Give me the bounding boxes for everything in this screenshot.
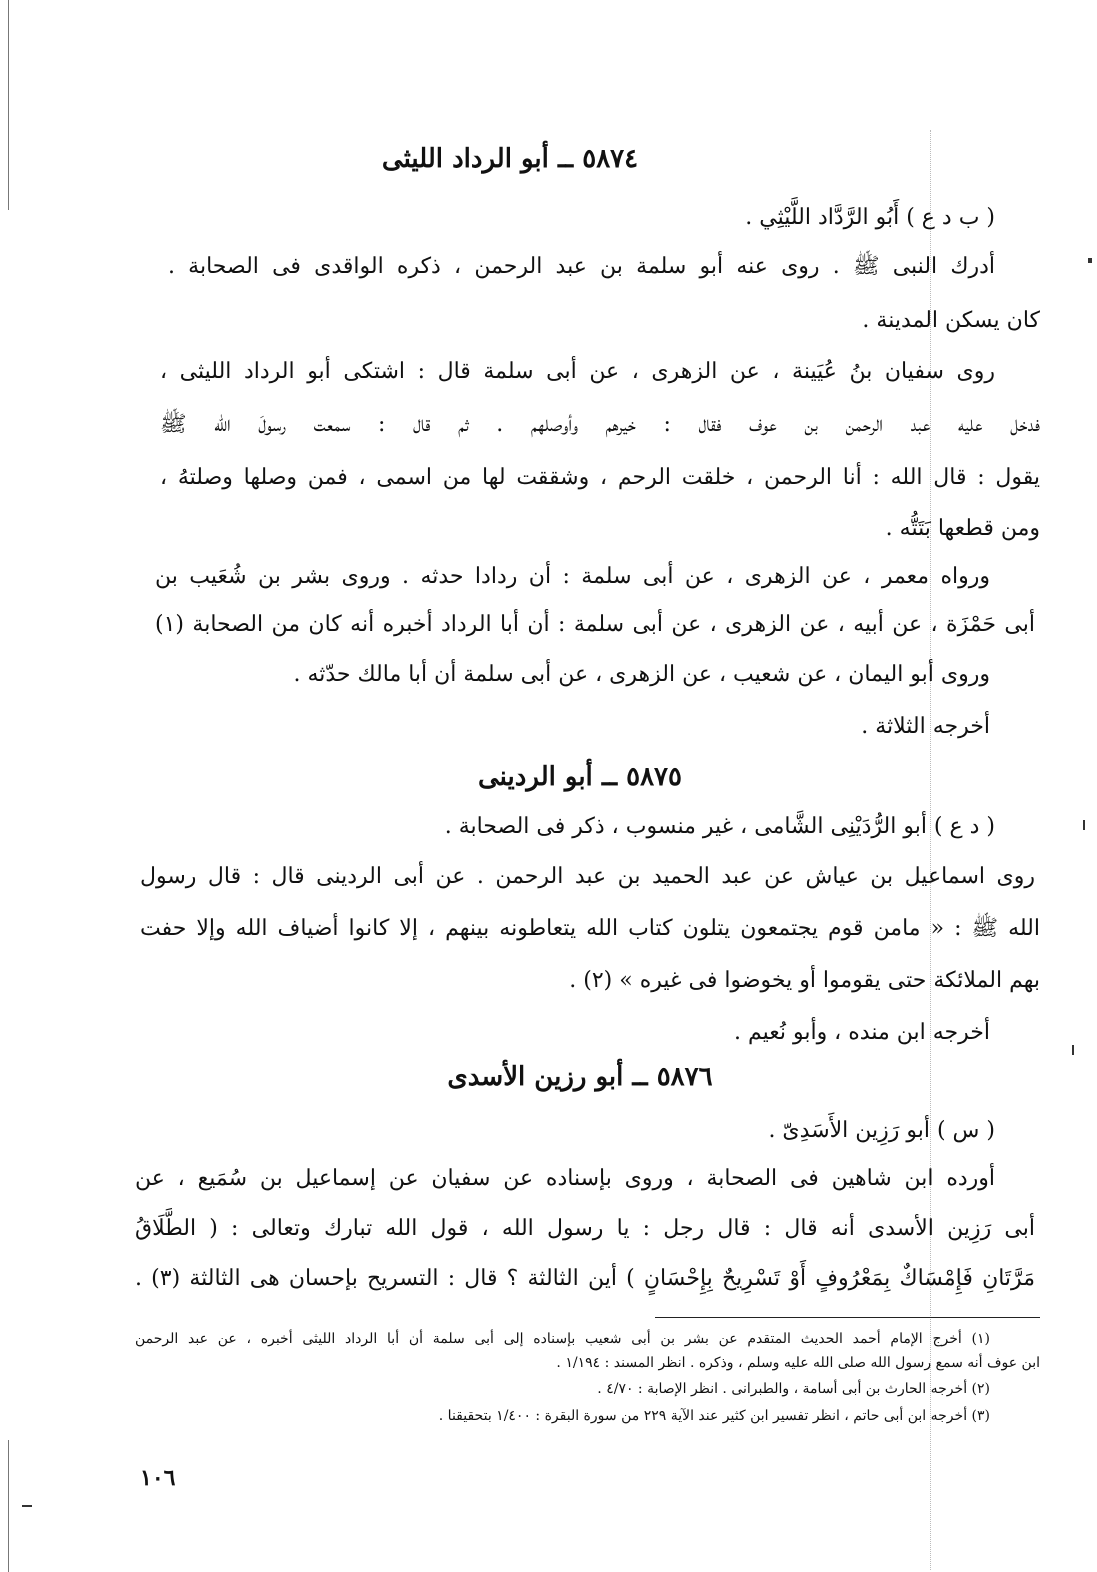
- text-line: ومن قطعها بَتَتُّه .: [885, 516, 1040, 541]
- footnote-line: ابن عوف أنه سمع رسول الله صلى الله عليه وسلم ، وذكره . انظر المسند : ١/١٩٤ .: [556, 1355, 1040, 1371]
- text-line: أبى رَزِين الأسدى أنه قال : قال رجل : يا رسول الله ، قول الله تبارك وتعالى : ( الطَّلَاقُ: [135, 1216, 1035, 1241]
- footnote-line: (٢) أخرجه الحارث بن أبى أسامة ، والطبرانى . انظر الإصابة : ٤/٧٠ .: [597, 1381, 990, 1397]
- entry-name-line: ( س ) أبو رَزِين الأَسَدِىّ .: [768, 1118, 995, 1143]
- footnote-line: (١) أخرج الإمام أحمد الحديث المتقدم عن بشر بن أبى شعيب بإسناده إلى أبى سلمة أن أبا الرداد الليثى أخبره ، عن عبد الرحمن: [135, 1331, 990, 1347]
- entry-heading: ٥٨٧٤ ــ أبو الرداد الليثى: [381, 144, 639, 174]
- text-line: أورده ابن شاهين فى الصحابة ، وروى بإسناده عن سفيان عن إسماعيل بن سُمَيع ، عن: [135, 1166, 995, 1191]
- scan-speck: [22, 1505, 32, 1507]
- page-number: ١٠٦: [140, 1465, 176, 1491]
- text-line: روى سفيان بنُ عُيَينة ، عن الزهرى ، عن أبى سلمة قال : اشتكى أبو الرداد الليثى ،: [160, 359, 995, 384]
- text-line: كان يسكن المدينة .: [862, 308, 1040, 333]
- footnote-line: (٣) أخرجه ابن أبى حاتم ، انظر تفسير ابن كثير عند الآية ٢٢٩ من سورة البقرة : ١/٤٠٠ بتحقيقنا .: [438, 1408, 990, 1424]
- text-line: بهم الملائكة حتى يقوموا أو يخوضوا فى غيره » (٢) .: [569, 968, 1040, 993]
- text-line: فدخل عليه عبد الرحمن بن عوف فقال : خيرهم وأوصلهم . ثم قال : سمعت رسولَ الله ﷺ: [160, 412, 1040, 437]
- scan-margin-line-bottom-left: [8, 1440, 9, 1572]
- text-line: يقول : قال الله : أنا الرحمن ، خلقت الرحم ، وشققت لها من اسمى ، فمن وصلها وصلتهُ ،: [160, 465, 1040, 490]
- text-line: روى اسماعيل بن عياش عن عبد الحميد بن عبد الرحمن . عن أبى الردينى قال : قال رسول: [140, 864, 1035, 889]
- scan-speck: [1072, 1045, 1074, 1055]
- text-line: ورواه معمر ، عن الزهرى ، عن أبى سلمة : أن ردادا حدثه . وروى بشر بن شُعَيب بن: [155, 564, 990, 589]
- text-line: أبى حَمْزَة ، عن أبيه ، عن الزهرى ، عن أبى سلمة : أن أبا الرداد أخبره أنه كان من الصحابة (١): [155, 612, 1035, 637]
- scan-margin-line-left: [8, 0, 9, 210]
- text-line: أدرك النبى ﷺ . روى عنه أبو سلمة بن عبد الرحمن ، ذكره الواقدى فى الصحابة .: [168, 254, 995, 279]
- scan-speck: [1088, 258, 1092, 263]
- entry-heading: ٥٨٧٥ ــ أبو الردينى: [478, 762, 682, 792]
- scan-speck: [1083, 820, 1085, 830]
- text-line: أخرجه ابن منده ، وأبو نُعيم .: [733, 1020, 990, 1045]
- text-line: وروى أبو اليمان ، عن شعيب ، عن الزهرى ، عن أبى سلمة أن أبا مالك حدّثه .: [293, 662, 990, 687]
- text-line: أخرجه الثلاثة .: [861, 714, 990, 739]
- entry-name-line: ( د ع ) أبو الرُّدَيْنِى الشَّامى ، غير منسوب ، ذكر فى الصحابة .: [444, 814, 995, 839]
- entry-heading: ٥٨٧٦ ــ أبو رزين الأسدى: [447, 1062, 713, 1092]
- entry-name-line: ( ب د ع ) أَبُو الرَّدَّاد اللَّيْثِي .: [745, 205, 995, 230]
- footnote-separator: [655, 1317, 1040, 1318]
- text-line: الله ﷺ : « مامن قوم يجتمعون يتلون كتاب الله يتعاطونه بينهم ، إلا كانوا أضياف الله وإلا حفت: [140, 916, 1040, 941]
- text-line: مَرَّتَانِ فَإِمْسَاكٌ بِمَعْرُوفٍ أَوْ تَسْرِيحٌ بِإِحْسَانٍ ) أين الثالثة ؟ قال : التسريح بإحسان هى الثالثة (٣) .: [135, 1266, 1035, 1291]
